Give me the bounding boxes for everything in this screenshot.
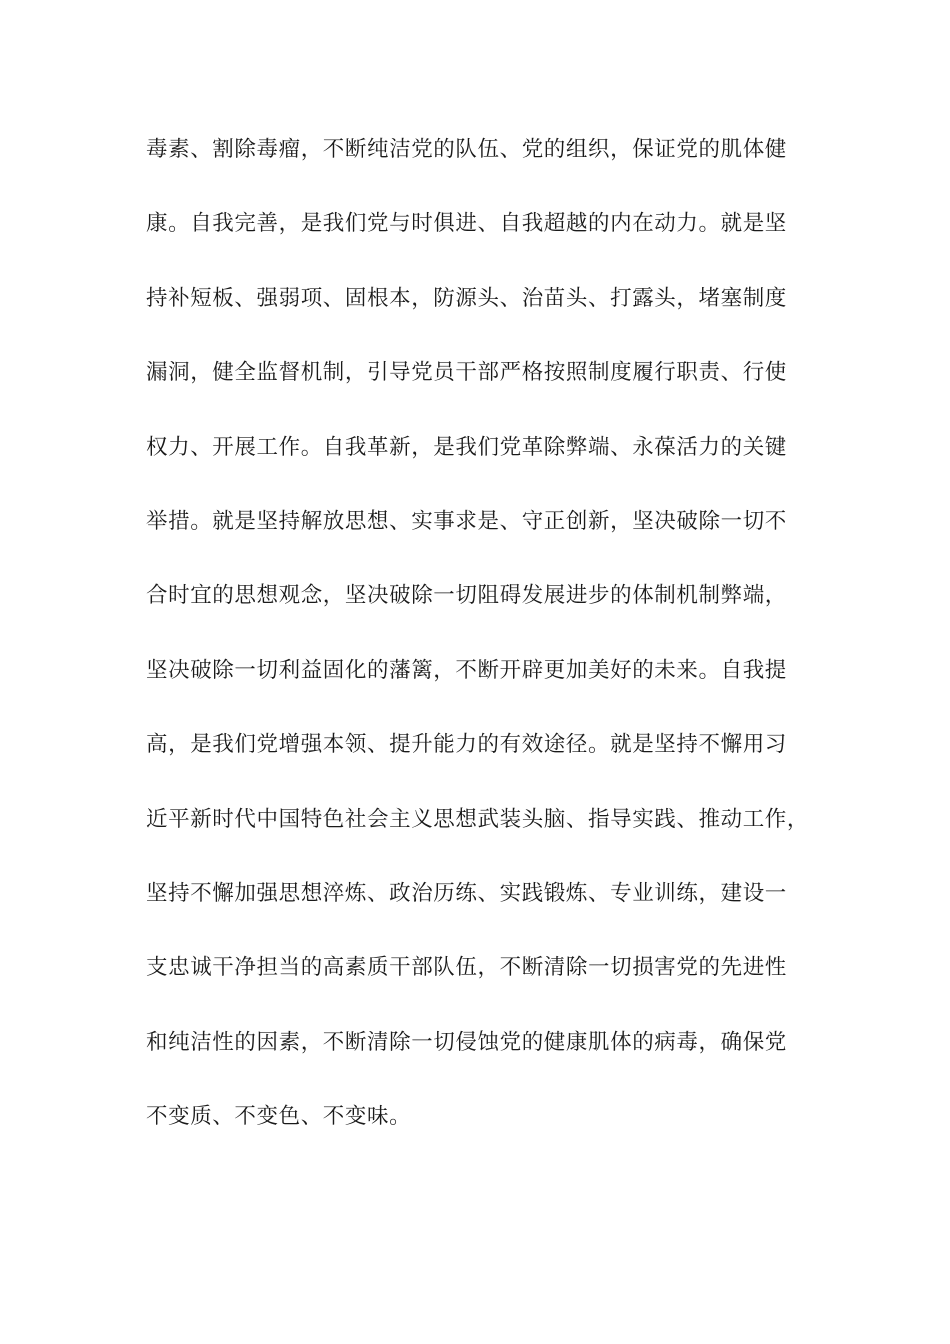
text-line-8: 坚决破除一切利益固化的藩篱，不断开辟更加美好的未来。自我提 — [146, 657, 787, 683]
text-line-9: 高，是我们党增强本领、提升能力的有效途径。就是坚持不懈用习 — [146, 732, 787, 758]
text-line-7: 合时宜的思想观念，坚决破除一切阻碍发展进步的体制机制弊端， — [146, 583, 787, 609]
text-line-3: 持补短板、强弱项、固根本，防源头、治苗头、打露头，堵塞制度 — [146, 285, 787, 311]
text-line-14: 不变质、不变色、不变味。 — [146, 1104, 412, 1130]
text-line-12: 支忠诚干净担当的高素质干部队伍，不断清除一切损害党的先进性 — [146, 955, 787, 981]
text-line-13: 和纯洁性的因素，不断清除一切侵蚀党的健康肌体的病毒，确保党 — [146, 1029, 787, 1055]
text-line-11: 坚持不懈加强思想淬炼、政治历练、实践锻炼、专业训练，建设一 — [146, 880, 787, 906]
text-line-6: 举措。就是坚持解放思想、实事求是、守正创新，坚决破除一切不 — [146, 508, 787, 534]
text-line-2: 康。自我完善，是我们党与时俱进、自我超越的内在动力。就是坚 — [146, 211, 787, 237]
text-line-1: 毒素、割除毒瘤，不断纯洁党的队伍、党的组织，保证党的肌体健 — [146, 137, 787, 162]
body-paragraph — [146, 130, 810, 1171]
text-line-5: 权力、开展工作。自我革新，是我们党革除弊端、永葆活力的关键 — [146, 434, 787, 460]
text-line-10: 近平新时代中国特色社会主义思想武装头脑、指导实践、推动工作， — [146, 806, 810, 832]
text-line-4: 漏洞，健全监督机制，引导党员干部严格按照制度履行职责、行使 — [146, 360, 787, 386]
